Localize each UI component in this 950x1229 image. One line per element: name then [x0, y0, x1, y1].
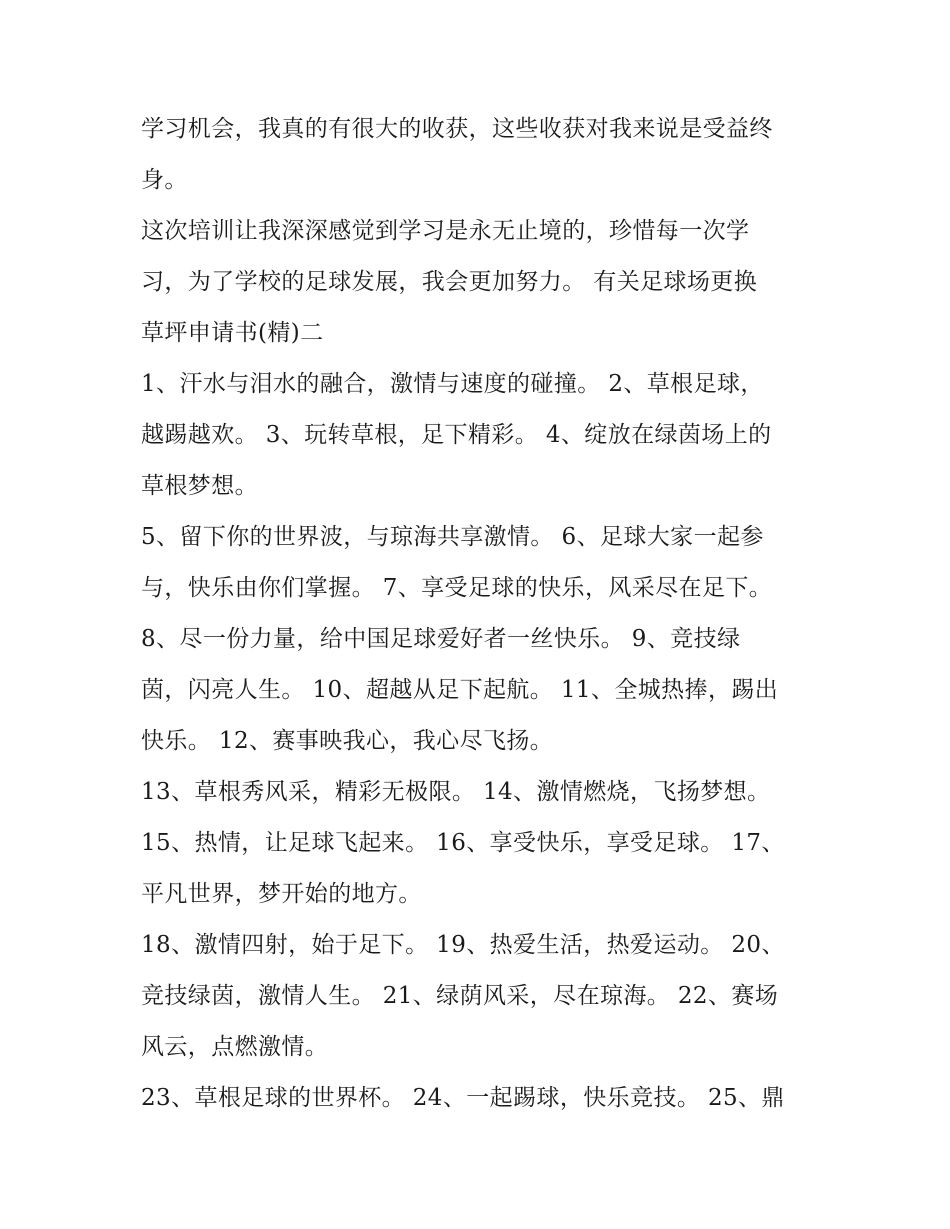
text-line: 茵，闪亮人生。 10、超越从足下起航。 11、全城热捧，踢出 [141, 677, 779, 703]
text-line: 身。 [141, 167, 188, 193]
text-line: 风云，点燃激情。 [141, 1034, 329, 1060]
text-line: 草根梦想。 [141, 473, 258, 499]
text-line: 越踢越欢。 3、玩转草根，足下精彩。 4、绽放在绿茵场上的 [141, 422, 772, 448]
text-line: 23、草根足球的世界杯。 24、一起踢球，快乐竞技。 25、鼎 [141, 1085, 785, 1111]
text-line: 5、留下你的世界波，与琼海共享激情。 6、足球大家一起参 [141, 524, 764, 550]
section-heading: 草坪申请书(精)二 [141, 320, 324, 346]
text-line: 习，为了学校的足球发展，我会更加努力。 有关足球场更换 [141, 269, 758, 295]
text-line: 学习机会，我真的有很大的收获，这些收获对我来说是受益终 [141, 116, 773, 142]
text-line: 平凡世界，梦开始的地方。 [141, 881, 422, 907]
text-line: 18、激情四射，始于足下。 19、热爱生活，热爱运动。 20、 [141, 932, 785, 958]
body-text [141, 104, 821, 1124]
text-line: 快乐。 12、赛事映我心，我心尽飞扬。 [141, 728, 554, 754]
text-line: 13、草根秀风采，精彩无极限。 14、激情燃烧，飞扬梦想。 [141, 779, 771, 805]
text-line: 15、热情，让足球飞起来。 16、享受快乐，享受足球。 17、 [141, 830, 785, 856]
text-line: 这次培训让我深深感觉到学习是永无止境的，珍惜每一次学 [141, 218, 750, 244]
text-line: 8、尽一份力量，给中国足球爱好者一丝快乐。 9、竞技绿 [141, 626, 741, 652]
text-line: 与，快乐由你们掌握。 7、享受足球的快乐，风采尽在足下。 [141, 575, 773, 601]
text-line: 竞技绿茵，激情人生。 21、绿荫风采，尽在琼海。 22、赛场 [141, 983, 779, 1009]
text-line: 1、汗水与泪水的融合，激情与速度的碰撞。 2、草根足球， [141, 371, 764, 397]
